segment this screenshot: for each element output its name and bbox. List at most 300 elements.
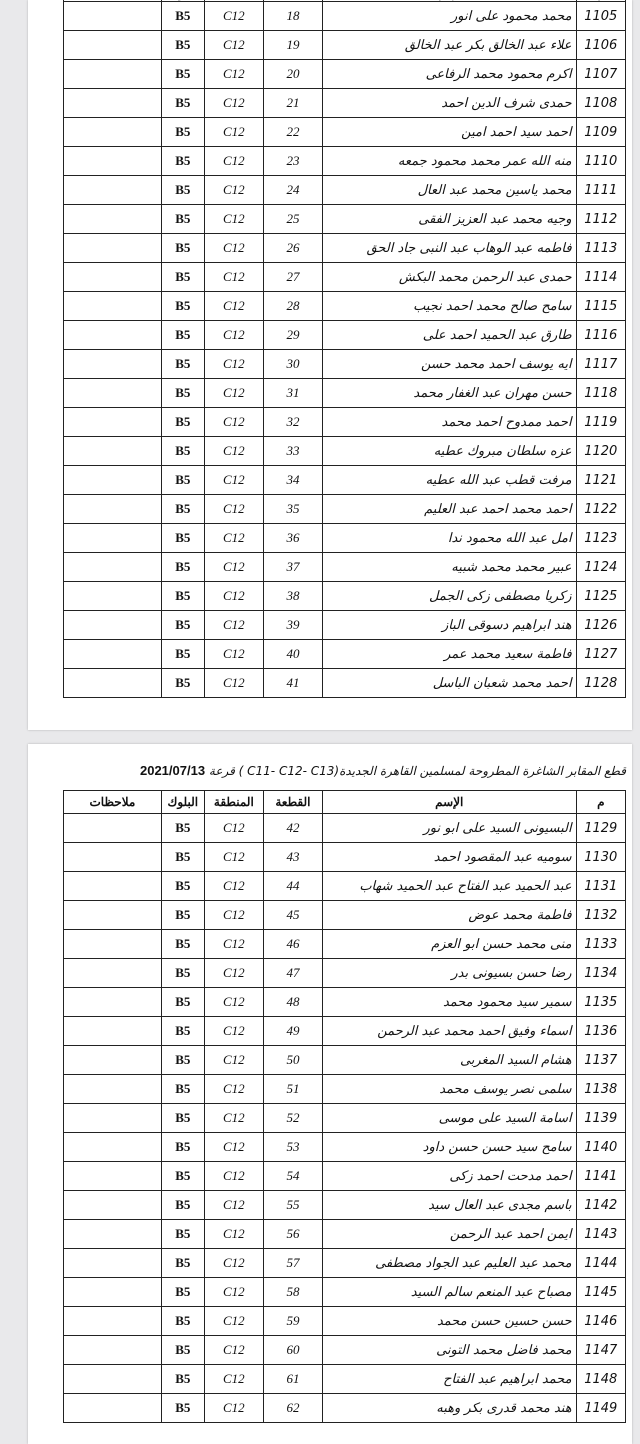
cell-block: B5 bbox=[161, 1017, 204, 1046]
cell-number: 1110 bbox=[576, 147, 625, 176]
cell-name: ايه يوسف احمد محمد حسن bbox=[322, 350, 576, 379]
cell-plot: 54 bbox=[263, 1162, 322, 1191]
header-plot: القطعة bbox=[263, 791, 322, 814]
cell-zone: C12 bbox=[204, 176, 263, 205]
table-header-row bbox=[64, 791, 626, 814]
cell-notes bbox=[64, 495, 162, 524]
cell-number: 1118 bbox=[576, 379, 625, 408]
cell-block: B5 bbox=[161, 669, 204, 698]
cell-zone: C12 bbox=[204, 611, 263, 640]
cell-number: 1135 bbox=[576, 988, 625, 1017]
table-row bbox=[64, 176, 626, 205]
cell-zone: C12 bbox=[204, 582, 263, 611]
cell-block: B5 bbox=[161, 2, 204, 31]
table-row bbox=[64, 1336, 626, 1365]
cell-name: هند ابراهيم دسوقى الباز bbox=[322, 611, 576, 640]
cell-zone: C12 bbox=[204, 843, 263, 872]
table-row bbox=[64, 1133, 626, 1162]
cell-plot: 48 bbox=[263, 988, 322, 1017]
cell-plot: 46 bbox=[263, 930, 322, 959]
cell-notes bbox=[64, 205, 162, 234]
cell-notes bbox=[64, 321, 162, 350]
cell-number: 1130 bbox=[576, 843, 625, 872]
cell-plot: 18 bbox=[263, 2, 322, 31]
cell-plot: 41 bbox=[263, 669, 322, 698]
cell-plot: 30 bbox=[263, 350, 322, 379]
cell-number: 1128 bbox=[576, 669, 625, 698]
cell-number: 1141 bbox=[576, 1162, 625, 1191]
cell-block: B5 bbox=[161, 1075, 204, 1104]
cell-zone: C12 bbox=[204, 205, 263, 234]
cell-zone: C12 bbox=[204, 1075, 263, 1104]
table-row bbox=[64, 31, 626, 60]
cell-number: 1107 bbox=[576, 60, 625, 89]
cell-notes bbox=[64, 379, 162, 408]
cell-plot: 47 bbox=[263, 959, 322, 988]
cell-block: B5 bbox=[161, 147, 204, 176]
cell-zone: C12 bbox=[204, 1191, 263, 1220]
cell-zone: C12 bbox=[204, 524, 263, 553]
title-text: قطع المقابر الشاغرة المطروحة لمسلمين القاهرة الجديدة(C11- C12- C13 ) قرعة bbox=[208, 764, 626, 778]
cell-number: 1105 bbox=[576, 2, 625, 31]
cell-number: 1119 bbox=[576, 408, 625, 437]
cell-number: 1131 bbox=[576, 872, 625, 901]
cell-notes bbox=[64, 31, 162, 60]
cell-number: 1109 bbox=[576, 118, 625, 147]
cell-number: 1120 bbox=[576, 437, 625, 466]
cell-block: B5 bbox=[161, 1133, 204, 1162]
cell-block: B5 bbox=[161, 263, 204, 292]
cell-notes bbox=[64, 60, 162, 89]
cell-notes bbox=[64, 553, 162, 582]
cell-zone: C12 bbox=[204, 1365, 263, 1394]
cell-zone: C12 bbox=[204, 901, 263, 930]
cell-block: B5 bbox=[161, 60, 204, 89]
cell-notes bbox=[64, 466, 162, 495]
cell-notes bbox=[64, 1365, 162, 1394]
cell-name: سلمى نصر يوسف محمد bbox=[322, 1075, 576, 1104]
cell-name: حسن مهران عبد الغفار محمد bbox=[322, 379, 576, 408]
cell-name: اكرم محمود محمد الرفاعى bbox=[322, 60, 576, 89]
cell-block: B5 bbox=[161, 1249, 204, 1278]
cell-zone: C12 bbox=[204, 437, 263, 466]
cell-block: B5 bbox=[161, 959, 204, 988]
cell-block: B5 bbox=[161, 1220, 204, 1249]
cell-name: هند محمد قدرى بكر وهبه bbox=[322, 1394, 576, 1423]
cell-number: 1121 bbox=[576, 466, 625, 495]
cell-zone: C12 bbox=[204, 292, 263, 321]
cell-plot: 34 bbox=[263, 466, 322, 495]
cell-number: 1144 bbox=[576, 1249, 625, 1278]
cell-block: B5 bbox=[161, 872, 204, 901]
cell-name: منه الله عمر محمد محمود جمعه bbox=[322, 147, 576, 176]
cell-zone: C12 bbox=[204, 1046, 263, 1075]
table-row bbox=[64, 1162, 626, 1191]
table-row bbox=[64, 60, 626, 89]
cell-plot: 53 bbox=[263, 1133, 322, 1162]
table-row bbox=[64, 611, 626, 640]
cell-notes bbox=[64, 1220, 162, 1249]
table-row bbox=[64, 1365, 626, 1394]
cell-notes bbox=[64, 901, 162, 930]
table-row bbox=[64, 1075, 626, 1104]
cell-notes bbox=[64, 959, 162, 988]
cell-name: مرفت قطب عبد الله عطيه bbox=[322, 466, 576, 495]
cell-block: B5 bbox=[161, 495, 204, 524]
cell-block: B5 bbox=[161, 1046, 204, 1075]
cell-plot: 51 bbox=[263, 1075, 322, 1104]
cell-block: B5 bbox=[161, 930, 204, 959]
cell-name: مصباح عبد المنعم سالم السيد bbox=[322, 1278, 576, 1307]
cell-zone: C12 bbox=[204, 466, 263, 495]
cell-block: B5 bbox=[161, 292, 204, 321]
cell-block: B5 bbox=[161, 89, 204, 118]
cell-plot: 24 bbox=[263, 176, 322, 205]
cell-plot: 40 bbox=[263, 640, 322, 669]
cell-notes bbox=[64, 843, 162, 872]
cell-notes bbox=[64, 1017, 162, 1046]
cell-plot: 49 bbox=[263, 1017, 322, 1046]
cell-number: 1132 bbox=[576, 901, 625, 930]
cell-zone: C12 bbox=[204, 1394, 263, 1423]
cell-name: احمد محمد شعبان الباسل bbox=[322, 669, 576, 698]
header-notes: ملاحظات bbox=[64, 791, 162, 814]
cell-notes bbox=[64, 1075, 162, 1104]
cell-plot: 60 bbox=[263, 1336, 322, 1365]
cell-block: B5 bbox=[161, 1336, 204, 1365]
cell-zone: C12 bbox=[204, 1307, 263, 1336]
cell-number: 1117 bbox=[576, 350, 625, 379]
cell-block: B5 bbox=[161, 582, 204, 611]
cell-name: حمدى عبد الرحمن محمد البكش bbox=[322, 263, 576, 292]
table-row bbox=[64, 234, 626, 263]
cell-number: 1122 bbox=[576, 495, 625, 524]
cell-block: B5 bbox=[161, 379, 204, 408]
cell-notes bbox=[64, 89, 162, 118]
cell-name: عبد الحميد عبد الفتاح عبد الحميد شهاب bbox=[322, 872, 576, 901]
cell-plot: 61 bbox=[263, 1365, 322, 1394]
cell-block: B5 bbox=[161, 988, 204, 1017]
table-row bbox=[64, 930, 626, 959]
cell-zone: C12 bbox=[204, 1249, 263, 1278]
cell-plot: 25 bbox=[263, 205, 322, 234]
cell-notes bbox=[64, 147, 162, 176]
cell-zone: C12 bbox=[204, 959, 263, 988]
cell-number: 1116 bbox=[576, 321, 625, 350]
cell-zone: C12 bbox=[204, 350, 263, 379]
cell-block: B5 bbox=[161, 437, 204, 466]
cell-name: فاطمة سعيد محمد عمر bbox=[322, 640, 576, 669]
cell-notes bbox=[64, 263, 162, 292]
cell-zone: C12 bbox=[204, 147, 263, 176]
table-row bbox=[64, 495, 626, 524]
table-row bbox=[64, 1220, 626, 1249]
document-title bbox=[62, 763, 626, 778]
cell-plot: 19 bbox=[263, 31, 322, 60]
cell-zone: C12 bbox=[204, 553, 263, 582]
cell-zone: C12 bbox=[204, 814, 263, 843]
cell-block: B5 bbox=[161, 408, 204, 437]
table-row bbox=[64, 1394, 626, 1423]
cell-plot: 59 bbox=[263, 1307, 322, 1336]
cell-zone: C12 bbox=[204, 379, 263, 408]
cell-zone: C12 bbox=[204, 495, 263, 524]
table-row bbox=[64, 437, 626, 466]
cell-zone: C12 bbox=[204, 669, 263, 698]
cell-notes bbox=[64, 408, 162, 437]
cell-name: محمد فاضل محمد التونى bbox=[322, 1336, 576, 1365]
table-row bbox=[64, 1278, 626, 1307]
cell-block: B5 bbox=[161, 1278, 204, 1307]
cell-name: هشام السيد المغربى bbox=[322, 1046, 576, 1075]
cell-name: محمد عبد العليم عبد الجواد مصطفى bbox=[322, 1249, 576, 1278]
cell-notes bbox=[64, 2, 162, 31]
cell-plot: 35 bbox=[263, 495, 322, 524]
cell-name: سامح صالح محمد احمد نجيب bbox=[322, 292, 576, 321]
cell-number: 1112 bbox=[576, 205, 625, 234]
cell-plot: 39 bbox=[263, 611, 322, 640]
cell-plot: 44 bbox=[263, 872, 322, 901]
cell-plot: 23 bbox=[263, 147, 322, 176]
table-row bbox=[64, 147, 626, 176]
cell-block: B5 bbox=[161, 814, 204, 843]
cell-zone: C12 bbox=[204, 988, 263, 1017]
cell-plot: 56 bbox=[263, 1220, 322, 1249]
cell-zone: C12 bbox=[204, 263, 263, 292]
cell-name: سامح سيد حسن حسن داود bbox=[322, 1133, 576, 1162]
cell-block: B5 bbox=[161, 1191, 204, 1220]
cell-number: 1106 bbox=[576, 31, 625, 60]
cell-number: 1111 bbox=[576, 176, 625, 205]
cell-name: اسماء وفيق احمد محمد عبد الرحمن bbox=[322, 1017, 576, 1046]
cell-plot: 20 bbox=[263, 60, 322, 89]
cell-number: 1125 bbox=[576, 582, 625, 611]
header-block: البلوك bbox=[161, 791, 204, 814]
cell-number: 1123 bbox=[576, 524, 625, 553]
cell-block: B5 bbox=[161, 118, 204, 147]
cell-name: امل عبد الله محمود ندا bbox=[322, 524, 576, 553]
cell-zone: C12 bbox=[204, 1336, 263, 1365]
cell-number: 1146 bbox=[576, 1307, 625, 1336]
cell-number: 1136 bbox=[576, 1017, 625, 1046]
cell-name: حسن حسين حسن محمد bbox=[322, 1307, 576, 1336]
document-page-2 bbox=[28, 744, 632, 1444]
cell-number: 1143 bbox=[576, 1220, 625, 1249]
cell-number: 1134 bbox=[576, 959, 625, 988]
cell-notes bbox=[64, 1104, 162, 1133]
cell-zone: C12 bbox=[204, 1278, 263, 1307]
cell-zone: C12 bbox=[204, 930, 263, 959]
cell-number: 1137 bbox=[576, 1046, 625, 1075]
cell-plot: 38 bbox=[263, 582, 322, 611]
cell-zone: C12 bbox=[204, 89, 263, 118]
cell-number: 1147 bbox=[576, 1336, 625, 1365]
cell-block: B5 bbox=[161, 611, 204, 640]
cell-number: 1145 bbox=[576, 1278, 625, 1307]
cell-name: وجيه محمد عبد العزيز الفقى bbox=[322, 205, 576, 234]
title-date: 2021/07/13 bbox=[139, 763, 206, 778]
table-row bbox=[64, 118, 626, 147]
cell-zone: C12 bbox=[204, 321, 263, 350]
cell-number: 1127 bbox=[576, 640, 625, 669]
cell-notes bbox=[64, 988, 162, 1017]
cell-plot: 43 bbox=[263, 843, 322, 872]
cell-number: 1149 bbox=[576, 1394, 625, 1423]
cell-number: 1113 bbox=[576, 234, 625, 263]
table-row bbox=[64, 1046, 626, 1075]
cell-number: 1115 bbox=[576, 292, 625, 321]
table-row bbox=[64, 553, 626, 582]
cell-number: 1138 bbox=[576, 1075, 625, 1104]
cell-notes bbox=[64, 524, 162, 553]
cell-plot: 31 bbox=[263, 379, 322, 408]
cell-name: احمد ممدوح احمد محمد bbox=[322, 408, 576, 437]
cell-block: B5 bbox=[161, 1307, 204, 1336]
cell-zone: C12 bbox=[204, 1017, 263, 1046]
cell-plot: 22 bbox=[263, 118, 322, 147]
cell-name: علاء عبد الخالق بكر عبد الخالق bbox=[322, 31, 576, 60]
cell-number: 1139 bbox=[576, 1104, 625, 1133]
cell-block: B5 bbox=[161, 234, 204, 263]
table-row bbox=[64, 1191, 626, 1220]
cell-notes bbox=[64, 611, 162, 640]
header-number: م bbox=[576, 791, 625, 814]
cell-name: احمد سيد احمد امين bbox=[322, 118, 576, 147]
cell-notes bbox=[64, 582, 162, 611]
table-row bbox=[64, 1249, 626, 1278]
cell-number: 1148 bbox=[576, 1365, 625, 1394]
cell-block: B5 bbox=[161, 176, 204, 205]
table-row bbox=[64, 466, 626, 495]
cell-notes bbox=[64, 930, 162, 959]
cell-zone: C12 bbox=[204, 2, 263, 31]
table-row bbox=[64, 89, 626, 118]
cell-block: B5 bbox=[161, 843, 204, 872]
cell-name: زكريا مصطفى زكى الجمل bbox=[322, 582, 576, 611]
cell-plot: 33 bbox=[263, 437, 322, 466]
cell-zone: C12 bbox=[204, 1133, 263, 1162]
lottery-table-page-2 bbox=[63, 790, 626, 1423]
cell-name: فاطمة محمد عوض bbox=[322, 901, 576, 930]
cell-number: 1140 bbox=[576, 1133, 625, 1162]
cell-number: 1142 bbox=[576, 1191, 625, 1220]
cell-notes bbox=[64, 1249, 162, 1278]
cell-number: 1129 bbox=[576, 814, 625, 843]
table-row bbox=[64, 292, 626, 321]
cell-notes bbox=[64, 814, 162, 843]
cell-plot: 45 bbox=[263, 901, 322, 930]
cell-name: حمدى شرف الدين احمد bbox=[322, 89, 576, 118]
cell-name: فاطمه عبد الوهاب عبد النبى جاد الحق bbox=[322, 234, 576, 263]
cell-block: B5 bbox=[161, 901, 204, 930]
table-row bbox=[64, 263, 626, 292]
cell-name: سوميه عبد المقصود احمد bbox=[322, 843, 576, 872]
cell-block: B5 bbox=[161, 321, 204, 350]
cell-notes bbox=[64, 1133, 162, 1162]
cell-plot: 28 bbox=[263, 292, 322, 321]
cell-plot: 57 bbox=[263, 1249, 322, 1278]
table-row bbox=[64, 350, 626, 379]
header-name: الإسم bbox=[322, 791, 576, 814]
document-page-1 bbox=[28, 0, 632, 730]
cell-zone: C12 bbox=[204, 60, 263, 89]
cell-notes bbox=[64, 350, 162, 379]
cell-number: 1133 bbox=[576, 930, 625, 959]
cell-block: B5 bbox=[161, 350, 204, 379]
table-row bbox=[64, 872, 626, 901]
cell-notes bbox=[64, 176, 162, 205]
cell-plot: 37 bbox=[263, 553, 322, 582]
cell-zone: C12 bbox=[204, 234, 263, 263]
cell-block: B5 bbox=[161, 524, 204, 553]
header-zone: المنطقة bbox=[204, 791, 263, 814]
table-row bbox=[64, 669, 626, 698]
cell-name: احمد مدحت احمد زكى bbox=[322, 1162, 576, 1191]
cell-block: B5 bbox=[161, 1365, 204, 1394]
cell-name: باسم مجدى عبد العال سيد bbox=[322, 1191, 576, 1220]
cell-block: B5 bbox=[161, 205, 204, 234]
cell-notes bbox=[64, 437, 162, 466]
cell-notes bbox=[64, 234, 162, 263]
cell-zone: C12 bbox=[204, 31, 263, 60]
cell-notes bbox=[64, 1394, 162, 1423]
cell-plot: 42 bbox=[263, 814, 322, 843]
cell-plot: 36 bbox=[263, 524, 322, 553]
cell-block: B5 bbox=[161, 31, 204, 60]
table-row bbox=[64, 582, 626, 611]
cell-name: طارق عبد الحميد احمد على bbox=[322, 321, 576, 350]
cell-block: B5 bbox=[161, 1394, 204, 1423]
cell-number: 1114 bbox=[576, 263, 625, 292]
cell-notes bbox=[64, 1278, 162, 1307]
cell-name: منى محمد حسن ابو العزم bbox=[322, 930, 576, 959]
cell-plot: 21 bbox=[263, 89, 322, 118]
table-row bbox=[64, 321, 626, 350]
cell-notes bbox=[64, 118, 162, 147]
table-row bbox=[64, 959, 626, 988]
cell-name: عبير محمد محمد شبيه bbox=[322, 553, 576, 582]
cell-zone: C12 bbox=[204, 408, 263, 437]
cell-plot: 27 bbox=[263, 263, 322, 292]
cell-block: B5 bbox=[161, 1162, 204, 1191]
cell-plot: 55 bbox=[263, 1191, 322, 1220]
cell-notes bbox=[64, 1046, 162, 1075]
cell-notes bbox=[64, 292, 162, 321]
cell-plot: 29 bbox=[263, 321, 322, 350]
table-row bbox=[64, 901, 626, 930]
cell-name: محمد ابراهيم عبد الفتاح bbox=[322, 1365, 576, 1394]
cell-zone: C12 bbox=[204, 1162, 263, 1191]
table-row bbox=[64, 205, 626, 234]
cell-notes bbox=[64, 1191, 162, 1220]
cell-notes bbox=[64, 1307, 162, 1336]
cell-number: 1108 bbox=[576, 89, 625, 118]
cell-name: محمد ياسين محمد عبد العال bbox=[322, 176, 576, 205]
cell-plot: 62 bbox=[263, 1394, 322, 1423]
cell-zone: C12 bbox=[204, 118, 263, 147]
cell-plot: 32 bbox=[263, 408, 322, 437]
cell-name: ايمن احمد عبد الرحمن bbox=[322, 1220, 576, 1249]
cell-zone: C12 bbox=[204, 1220, 263, 1249]
cell-block: B5 bbox=[161, 466, 204, 495]
cell-name: اسامة السيد على موسى bbox=[322, 1104, 576, 1133]
cell-notes bbox=[64, 1336, 162, 1365]
cell-name: رضا حسن بسيونى بدر bbox=[322, 959, 576, 988]
cell-plot: 52 bbox=[263, 1104, 322, 1133]
cell-notes bbox=[64, 669, 162, 698]
table-row bbox=[64, 1017, 626, 1046]
cell-block: B5 bbox=[161, 640, 204, 669]
